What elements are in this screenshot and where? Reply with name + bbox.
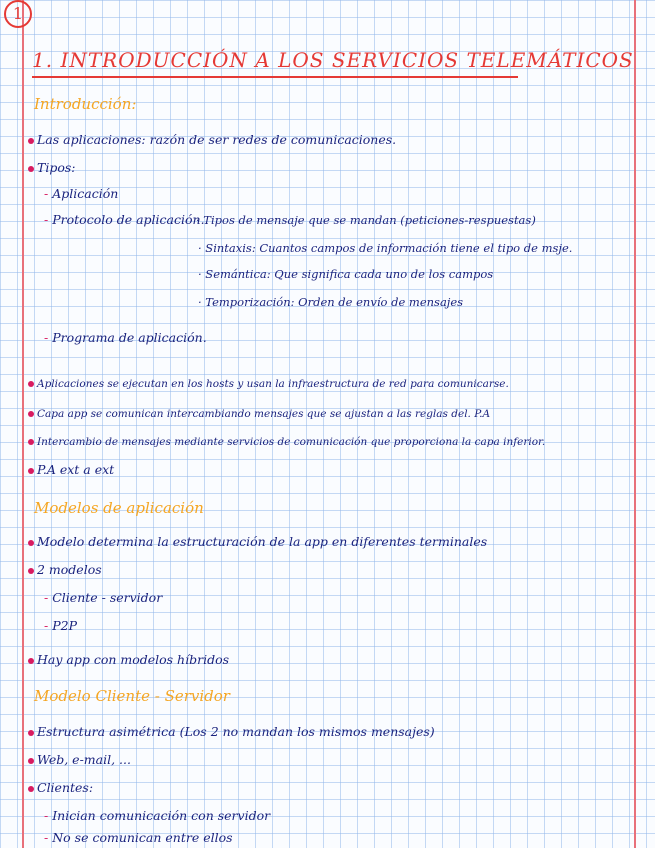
- list-item-text: Modelo determina la estructuración de la app en diferentes terminales: [37, 534, 488, 549]
- page-title: 1. INTRODUCCIÓN A LOS SERVICIOS TELEMÁTICOS: [32, 48, 634, 72]
- protocol-detail: · Semántica: Que significa cada uno de los campos: [198, 267, 494, 281]
- list-item: [28, 562, 102, 578]
- left-margin-line: [22, 0, 24, 848]
- dash-bullet-icon: -: [44, 330, 49, 345]
- list-item: [28, 534, 487, 550]
- list-item-text: Intercambio de mensajes mediante servicios de comunicación que proporciona la capa inferior.: [37, 436, 546, 448]
- section-heading-cliente-servidor: Modelo Cliente - Servidor: [34, 687, 230, 705]
- list-item-text: Hay app con modelos híbridos: [37, 652, 230, 667]
- dash-bullet-icon: -: [44, 830, 49, 845]
- protocol-detail: · Tipos de mensaje que se mandan (peticiones-respuestas): [196, 213, 536, 227]
- list-item: [44, 212, 205, 228]
- list-item: [44, 618, 77, 634]
- list-item: [28, 132, 396, 148]
- list-item: [28, 160, 76, 176]
- bullet-dot-icon: [28, 758, 34, 764]
- bullet-dot-icon: [28, 568, 34, 574]
- list-item-text: Protocolo de aplicación.: [52, 212, 205, 227]
- list-item-text: Aplicaciones se ejecutan en los hosts y usan la infraestructura de red para comunicarse.: [37, 378, 509, 390]
- list-item-text: Capa app se comunican intercambiando mensajes que se ajustan a las reglas del. P.A: [37, 408, 491, 420]
- bullet-dot-icon: [28, 439, 34, 445]
- list-item: [44, 808, 270, 824]
- list-item-text: Programa de aplicación.: [52, 330, 207, 345]
- list-item-text: Web, e-mail, ...: [37, 752, 131, 767]
- list-item: [44, 830, 233, 846]
- page-number: 1: [4, 0, 32, 28]
- dash-bullet-icon: -: [44, 212, 49, 227]
- bullet-dot-icon: [28, 730, 34, 736]
- list-item: [28, 434, 545, 450]
- list-item: [44, 590, 162, 606]
- right-margin-line: [634, 0, 636, 848]
- bullet-dot-icon: [28, 468, 34, 474]
- list-item-text: P.A ext a ext: [37, 462, 115, 477]
- list-item-text: Cliente - servidor: [52, 590, 163, 605]
- bullet-dot-icon: [28, 138, 34, 144]
- list-item: [28, 724, 435, 740]
- list-item-text: Las aplicaciones: razón de ser redes de comunicaciones.: [37, 132, 397, 147]
- list-item: [28, 752, 131, 768]
- bullet-dot-icon: [28, 381, 34, 387]
- list-item: [44, 186, 118, 202]
- list-item-text: Clientes:: [37, 780, 94, 795]
- protocol-detail: · Sintaxis: Cuantos campos de información tiene el tipo de msje.: [198, 241, 573, 255]
- title-underline: [32, 76, 518, 78]
- section-heading-introduccion: Introducción:: [34, 95, 137, 113]
- bullet-dot-icon: [28, 411, 34, 417]
- dash-bullet-icon: -: [44, 186, 49, 201]
- list-item-text: P2P: [52, 618, 78, 633]
- bullet-dot-icon: [28, 786, 34, 792]
- list-item-text: Aplicación: [52, 186, 119, 201]
- list-item: [28, 652, 229, 668]
- list-item: [28, 462, 114, 478]
- list-item-text: Estructura asimétrica (Los 2 no mandan los mismos mensajes): [37, 724, 435, 739]
- bullet-dot-icon: [28, 540, 34, 546]
- dash-bullet-icon: -: [44, 618, 49, 633]
- list-item-text: Inician comunicación con servidor: [52, 808, 271, 823]
- list-item-text: Tipos:: [37, 160, 76, 175]
- section-heading-modelos: Modelos de aplicación: [34, 499, 204, 517]
- list-item: [44, 330, 207, 346]
- list-item: [28, 376, 509, 392]
- dash-bullet-icon: -: [44, 808, 49, 823]
- bullet-dot-icon: [28, 166, 34, 172]
- list-item: [28, 406, 490, 422]
- list-item-text: No se comunican entre ellos: [52, 830, 233, 845]
- bullet-dot-icon: [28, 658, 34, 664]
- dash-bullet-icon: -: [44, 590, 49, 605]
- list-item: [28, 780, 93, 796]
- protocol-detail: · Temporización: Orden de envío de mensajes: [198, 295, 464, 309]
- list-item-text: 2 modelos: [37, 562, 102, 577]
